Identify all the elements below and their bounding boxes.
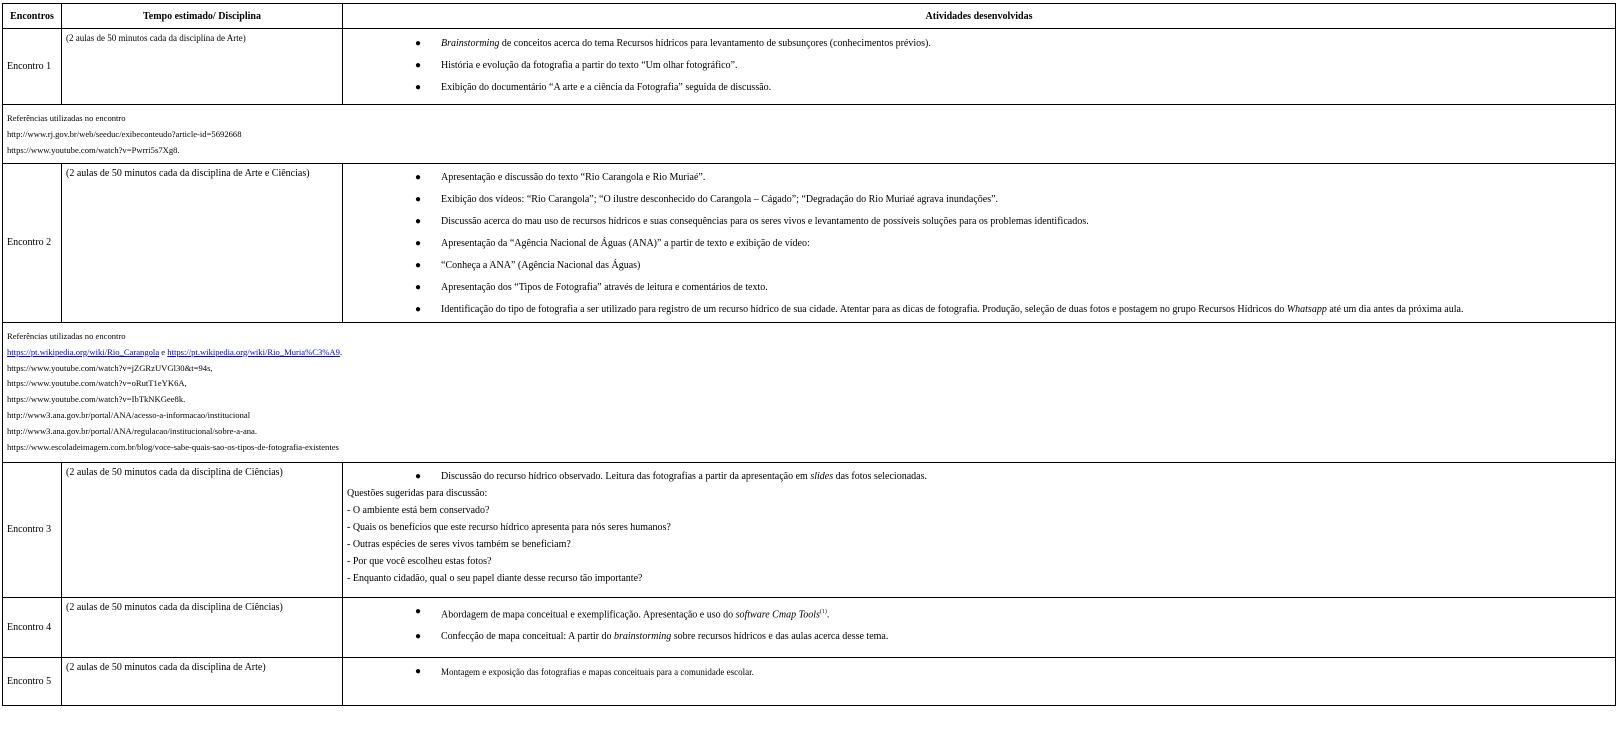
encontro-1-tempo: (2 aulas de 50 minutos cada da disciplina de Arte)	[62, 29, 343, 105]
bullet-icon: ●	[415, 171, 422, 183]
list-item: ● Abordagem de mapa conceitual e exemplificação. Apresentação e uso do software Cmap Tools$^{(1)}$.	[415, 605, 830, 621]
list-item: ● Discussão acerca do mau uso de recursos hídricos e suas consequências para os seres vivos e levantamento de possíveis soluções para os problemas identificados.	[415, 215, 1089, 227]
encontro-2-label: Encontro 2	[3, 163, 62, 322]
bullet-icon: ●	[415, 38, 422, 49]
reference-link[interactable]: https://www.youtube.com/watch?v=Pwrri5s7Xg8.	[7, 144, 180, 155]
encontro-1-refs-row	[3, 105, 1616, 164]
encontro-5-activities	[343, 657, 1616, 705]
bullet-icon: ●	[415, 631, 422, 643]
list-item: ● Apresentação dos “Tipos de Fotografia” através de leitura e comentários de texto.	[415, 281, 768, 293]
encontro-5-row	[3, 657, 1616, 705]
bullet-icon: ●	[415, 215, 422, 227]
list-item: ● Identificação do tipo de fotografia a ser utilizado para registro de um recurso hídrico de sua cidade. Atentar para as dicas de fotografia. Produção, seleção de duas fotos e postagem no grupo Recursos Hídricos do Whatsapp até um dia antes da próxima aula.	[415, 303, 1464, 315]
encontro-5-tempo: (2 aulas de 50 minutos cada da disciplina de Arte)	[62, 657, 343, 705]
header-row	[3, 4, 1616, 29]
list-item: ● Brainstorming de conceitos acerca do tema Recursos hídricos para levantamento de subsunçores (conhecimentos prévios).	[415, 38, 931, 49]
bullet-icon: ●	[415, 193, 422, 205]
reference-link[interactable]: https://www.youtube.com/watch?v=jZGRzUVGl30&t=94s,	[7, 362, 213, 373]
reference-link[interactable]: http://www3.ana.gov.br/portal/ANA/acesso-a-informacao/institucional	[7, 410, 251, 421]
bullet-icon: ●	[415, 665, 422, 677]
encontro-4-activities	[343, 597, 1616, 657]
encontro-5-label: Encontro 5	[3, 657, 62, 705]
encontro-1-label: Encontro 1	[3, 29, 62, 105]
bullet-icon: ●	[415, 281, 422, 293]
list-item: ● Confecção de mapa conceitual: A partir do brainstorming sobre recursos hídricos e das aulas acerca desse tema.	[415, 631, 889, 643]
header-encontros: Encontros	[3, 4, 62, 29]
question-item: - Quais os benefícios que este recurso hídrico apresenta para nós seres humanos?	[347, 521, 671, 533]
encontro-4-label: Encontro 4	[3, 597, 62, 657]
encontro-3-activities	[343, 462, 1616, 597]
encontro-1-references	[3, 105, 1616, 164]
activity-plan-table	[2, 3, 1616, 706]
question-item: - Outras espécies de seres vivos também se beneficiam?	[347, 538, 571, 550]
bullet-icon: ●	[415, 259, 422, 271]
list-item: ● Discussão do recurso hídrico observado. Leitura das fotografias a partir da apresentação em slides das fotos selecionadas.	[415, 470, 927, 482]
encontro-4-tempo: (2 aulas de 50 minutos cada da disciplina de Ciências)	[62, 597, 343, 657]
list-item: ● Exibição dos vídeos: “Rio Carangola”; “O ilustre desconhecido do Carangola – Cágado”; “Degradação do Rio Muriaé agrava inundações”.	[415, 193, 999, 205]
reference-link[interactable]: https://pt.wikipedia.org/wiki/Rio_Carangola	[7, 346, 160, 357]
list-item: ● Apresentação e discussão do texto “Rio Carangola e Rio Muriaé”.	[415, 171, 706, 183]
references-title: Referências utilizadas no encontro	[7, 113, 126, 123]
wikipedia-links: https://pt.wikipedia.org/wiki/Rio_Carangola e https://pt.wikipedia.org/wiki/Rio_Muria%C3%A9.	[7, 346, 343, 357]
bullet-icon: ●	[415, 237, 422, 249]
encontro-3-row	[3, 462, 1616, 597]
bullet-icon: ●	[415, 605, 422, 617]
references-title: Referências utilizadas no encontro	[7, 330, 126, 341]
reference-link[interactable]: http://www.rj.gov.br/web/seeduc/exibeconteudo?article-id=5692668	[7, 128, 242, 139]
encontro-2-activities	[343, 163, 1616, 322]
reference-link[interactable]: https://www.youtube.com/watch?v=IbTkNKGee8k.	[7, 394, 186, 405]
encontro-1-row	[3, 29, 1616, 105]
reference-link[interactable]: https://www.escoladeimagem.com.br/blog/voce-sabe-quais-sao-os-tipos-de-fotografia-existentes	[7, 442, 339, 453]
question-item: - Enquanto cidadão, qual o seu papel diante desse recurso tão importante?	[347, 572, 643, 584]
encontro-1-activities	[343, 29, 1616, 105]
encontro-2-refs-row	[3, 322, 1616, 462]
bullet-icon: ●	[415, 60, 422, 71]
list-item: ● Apresentação da “Agência Nacional de Águas (ANA)” a partir de texto e exibição de vídeo:	[415, 237, 810, 249]
bullet-icon: ●	[415, 82, 422, 93]
question-item: - O ambiente está bem conservado?	[347, 504, 490, 516]
bullet-icon: ●	[415, 470, 422, 482]
encontro-2-tempo: (2 aulas de 50 minutos cada da disciplina de Arte e Ciências)	[62, 163, 343, 322]
question-item: - Por que você escolheu estas fotos?	[347, 555, 492, 567]
encontro-2-references	[3, 322, 1616, 462]
reference-link[interactable]: https://pt.wikipedia.org/wiki/Rio_Muria%C3%A9	[167, 346, 340, 357]
list-item: ● “Conheça a ANA” (Agência Nacional das Águas)	[415, 259, 641, 271]
encontro-2-row	[3, 163, 1616, 322]
list-item: ● Montagem e exposição das fotografias e mapas conceituais para a comunidade escolar.	[415, 665, 754, 677]
encontro-3-tempo: (2 aulas de 50 minutos cada da disciplina de Ciências)	[62, 462, 343, 597]
header-tempo: Tempo estimado/ Disciplina	[62, 4, 343, 29]
list-item: ● História e evolução da fotografia a partir do texto “Um olhar fotográfico”.	[415, 60, 738, 71]
header-atividades: Atividades desenvolvidas	[343, 4, 1616, 29]
bullet-icon: ●	[415, 303, 422, 315]
reference-link[interactable]: https://www.youtube.com/watch?v=oRutT1eYK6A,	[7, 378, 187, 389]
list-item: ● Exibição do documentário “A arte e a ciência da Fotografia” seguida de discussão.	[415, 82, 772, 93]
encontro-3-label: Encontro 3	[3, 462, 62, 597]
questions-title: Questões sugeridas para discussão:	[347, 487, 488, 499]
encontro-4-row	[3, 597, 1616, 657]
reference-link[interactable]: http://www3.ana.gov.br/portal/ANA/regulacao/institucional/sobre-a-ana.	[7, 426, 258, 437]
